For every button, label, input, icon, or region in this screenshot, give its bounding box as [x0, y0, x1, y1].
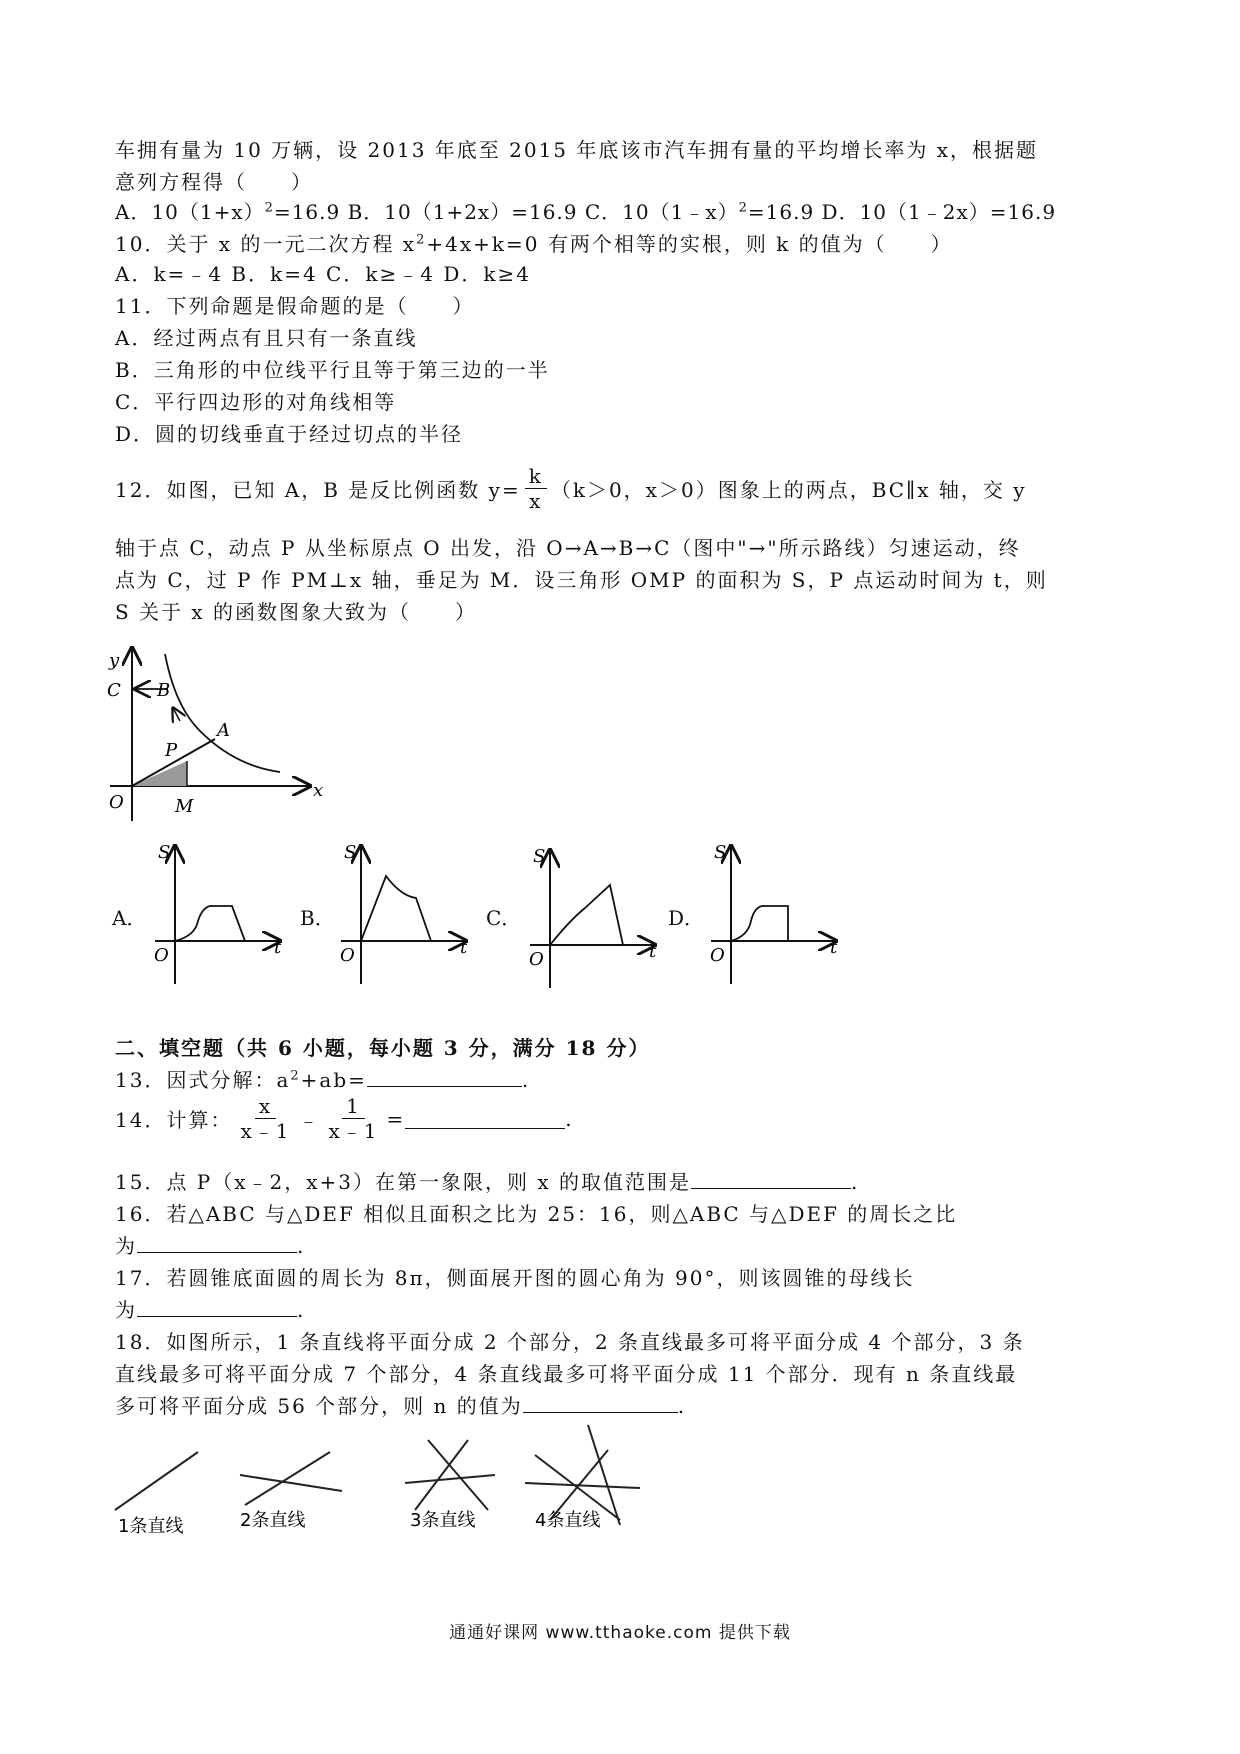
q15-answer-blank[interactable] [691, 1187, 851, 1189]
q9-opt-part1: A．10（1+x） [115, 200, 265, 224]
q11-stem: 11．下列命题是假命题的是（ ） [115, 294, 475, 318]
q17-answer-blank[interactable] [137, 1315, 297, 1317]
section-heading-fill-in: 二、填空题（共 6 小题，每小题 3 分，满分 18 分） [115, 1036, 651, 1060]
graph-d-t: t [830, 937, 838, 958]
q12-graph-b [336, 836, 476, 986]
graph-b-curve [361, 876, 431, 941]
q18-lines-figure [110, 1420, 650, 1540]
graph-b-s: S [344, 842, 357, 863]
q16-end: . [297, 1234, 306, 1258]
q12-option-c-label: C． [486, 906, 522, 930]
graph-c-o: O [529, 949, 544, 970]
q13 [115, 1064, 530, 1093]
q9-line2: 意列方程得（ ） [115, 170, 313, 194]
fig-label-x: x [313, 780, 324, 801]
fig-label-a: A [217, 720, 230, 741]
q9-line1: 车拥有量为 10 万辆，设 2013 年底至 2015 年底该市汽车拥有量的平均增长率为 x，根据题 [115, 138, 1039, 162]
q16-line2 [115, 1230, 305, 1259]
caption-1-line: 1条直线 [118, 1516, 184, 1537]
q12-graph-a [150, 836, 290, 986]
q15 [115, 1166, 859, 1195]
q13-part1: 13．因式分解：a [115, 1068, 291, 1092]
fig-label-c: C [107, 680, 121, 701]
path-arrow-ab [173, 708, 180, 721]
q9-sup1: 2 [264, 200, 274, 216]
q18-text: 多可将平面分成 56 个部分，则 n 的值为 [115, 1394, 523, 1418]
graph-d-o: O [710, 945, 725, 966]
fig3-line-b [428, 1440, 488, 1510]
q9-sup2: 2 [738, 200, 748, 216]
graph-a-curve [175, 906, 245, 941]
graph-d-s: S [714, 842, 727, 863]
fig3-line-c [415, 1440, 468, 1510]
q16-line1: 16．若△ABC 与△DEF 相似且面积之比为 25：16，则△ABC 与△DEF 的周长之比 [115, 1202, 958, 1226]
q12-stem-part2: （k＞0，x＞0）图象上的两点，BC∥x 轴，交 y [550, 478, 1027, 502]
fig3-line-a [405, 1475, 495, 1483]
q11-option-c: C．平行四边形的对角线相等 [115, 390, 397, 414]
q17-end: . [297, 1298, 306, 1322]
q18-line1: 18．如图所示，1 条直线将平面分成 2 个部分，2 条直线最多可将平面分成 4 个部分，3 条 [115, 1330, 1025, 1354]
graph-d-curve [731, 906, 788, 941]
q10-options: A．k=﹣4 B．k=4 C．k≥﹣4 D．k≥4 [115, 262, 531, 286]
caption-3-lines: 3条直线 [410, 1510, 476, 1531]
graph-b-o: O [340, 945, 355, 966]
fig-label-o: O [109, 792, 124, 813]
q12-frac-num: k [525, 464, 547, 489]
q14-f1-num: x [255, 1094, 276, 1119]
fig-label-m: M [175, 796, 194, 817]
q12-stem-line1 [115, 464, 1027, 513]
q12-figure [105, 636, 335, 826]
q12-graph-d [706, 836, 846, 986]
q14-fraction-1 [236, 1094, 294, 1143]
graph-a-s: S [158, 842, 171, 863]
graph-b-t: t [460, 937, 468, 958]
graph-a-o: O [154, 945, 169, 966]
q12-stem-line2: 轴于点 C，动点 P 从坐标原点 O 出发，沿 O→A→B→C（图中"→"所示路线）匀速运动，终 [115, 536, 1021, 560]
q12-option-a-label: A． [112, 906, 147, 930]
q14-fraction-2 [324, 1094, 382, 1143]
q14-minus: ﹣ [298, 1108, 321, 1132]
q14-f2-den: x﹣1 [328, 1119, 379, 1143]
q18-line2: 直线最多可将平面分成 7 个部分，4 条直线最多可将平面分成 11 个部分．现有 n 条直线最 [115, 1362, 1018, 1386]
q12-frac-den: x [529, 489, 543, 513]
graph-a-t: t [274, 937, 282, 958]
q12-stem-line3: 点为 C，过 P 作 PM⊥x 轴，垂足为 M．设三角形 OMP 的面积为 S，P 点运动时间为 t，则 [115, 568, 1048, 592]
q9-options [115, 196, 1056, 225]
q11-option-a: A．经过两点有且只有一条直线 [115, 326, 418, 350]
q10-stem-part2: +4x+k=0 有两个相等的实根，则 k 的值为（ ） [426, 232, 953, 256]
q12-graph-c [525, 840, 665, 990]
graph-c-s: S [533, 846, 546, 867]
fig-label-y: y [109, 650, 120, 671]
q14-f1-den: x﹣1 [240, 1119, 291, 1143]
fig-label-p: P [165, 740, 178, 761]
q13-part2: +ab= [300, 1068, 367, 1092]
q13-end: . [521, 1068, 531, 1092]
q12-option-d-label: D． [668, 906, 705, 930]
fig1-line [115, 1452, 198, 1510]
q12-stem-line4: S 关于 x 的函数图象大致为（ ） [115, 600, 478, 624]
q14-eq: = [386, 1106, 406, 1131]
graph-c-t: t [649, 941, 657, 962]
caption-4-lines: 4条直线 [535, 1510, 601, 1531]
q15-end: . [851, 1170, 860, 1194]
q16-answer-blank[interactable] [137, 1251, 297, 1253]
q14-f2-num: 1 [342, 1094, 365, 1119]
q10-stem [115, 228, 953, 257]
fig4-line-a [525, 1483, 640, 1488]
q17-line1: 17．若圆锥底面圆的周长为 8π，侧面展开图的圆心角为 90°，则该圆锥的母线长 [115, 1266, 915, 1290]
q14-part1: 14．计算： [115, 1108, 233, 1132]
q9-opt-part3: =16.9 D．10（1﹣2x）=16.9 [747, 200, 1057, 224]
q11-option-b: B．三角形的中位线平行且等于第三边的一半 [115, 358, 550, 382]
q12-stem-part1: 12．如图，已知 A，B 是反比例函数 y= [115, 478, 521, 502]
graph-c-curve [550, 885, 623, 945]
q14-end: . [565, 1106, 574, 1131]
q12-option-b-label: B． [300, 906, 335, 930]
q17-wei: 为 [115, 1298, 137, 1322]
hyperbola-curve [165, 654, 280, 772]
caption-2-lines: 2条直线 [240, 1510, 306, 1531]
q9-opt-part2: =16.9 B．10（1+2x）=16.9 C．10（1﹣x） [273, 200, 739, 224]
q12-fraction [525, 464, 547, 513]
q11-option-d: D．圆的切线垂直于经过切点的半径 [115, 422, 464, 446]
q15-text: 15．点 P（x﹣2，x+3）在第一象限，则 x 的取值范围是 [115, 1170, 692, 1194]
q10-stem-part1: 10．关于 x 的一元二次方程 x [115, 232, 417, 256]
page-footer: 通通好课网 www.tthaoke.com 提供下载 [449, 1623, 791, 1643]
q18-answer-blank[interactable] [523, 1411, 678, 1413]
q18-end: . [677, 1394, 687, 1418]
fig-label-b: B [157, 680, 171, 701]
q13-sup: 2 [290, 1068, 301, 1084]
q13-answer-blank[interactable] [367, 1085, 522, 1087]
q14 [115, 1094, 574, 1143]
q17-line2 [115, 1294, 305, 1323]
q18-line3 [115, 1390, 686, 1419]
q10-sup: 2 [416, 232, 427, 248]
q16-wei: 为 [115, 1234, 137, 1258]
q14-answer-blank[interactable] [405, 1127, 565, 1129]
